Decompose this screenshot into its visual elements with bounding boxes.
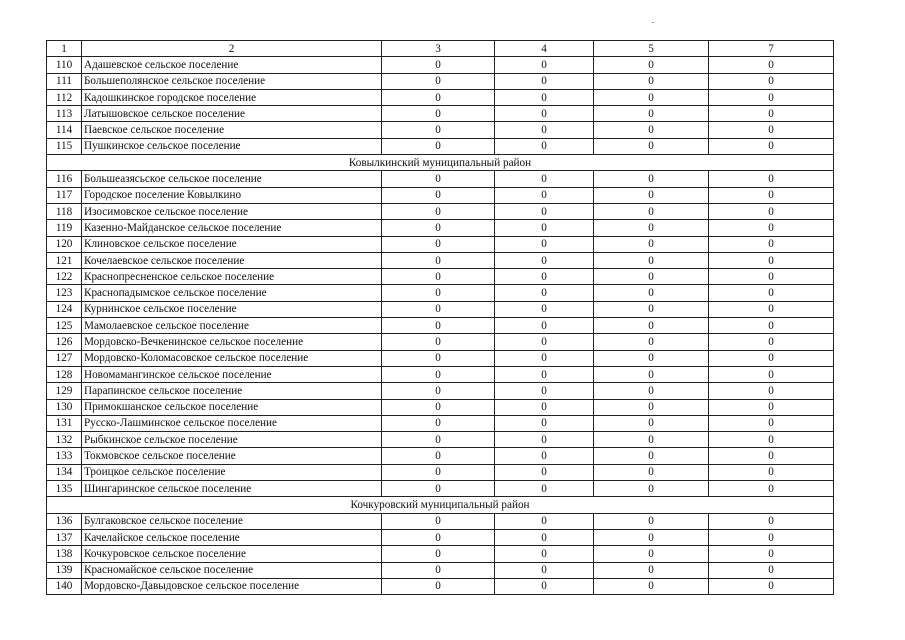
value-cell: 0 xyxy=(709,334,834,350)
table-row xyxy=(47,366,834,382)
row-number: 132 xyxy=(47,432,82,448)
row-number: 111 xyxy=(47,73,82,89)
value-cell: 0 xyxy=(382,203,495,219)
value-cell: 0 xyxy=(382,269,495,285)
row-number: 110 xyxy=(47,57,82,73)
table-row xyxy=(47,269,834,285)
value-cell: 0 xyxy=(495,366,594,382)
row-number: 136 xyxy=(47,513,82,529)
value-cell: 0 xyxy=(594,448,709,464)
value-cell: 0 xyxy=(594,513,709,529)
value-cell: 0 xyxy=(382,481,495,497)
value-cell: 0 xyxy=(382,285,495,301)
value-cell: 0 xyxy=(709,301,834,317)
value-cell: 0 xyxy=(495,171,594,187)
value-cell: 0 xyxy=(594,220,709,236)
value-cell: 0 xyxy=(495,203,594,219)
table-row xyxy=(47,318,834,334)
value-cell: 0 xyxy=(709,578,834,594)
value-cell: 0 xyxy=(382,464,495,480)
scan-speck xyxy=(652,22,654,23)
value-cell: 0 xyxy=(709,464,834,480)
value-cell: 0 xyxy=(594,415,709,431)
table-row xyxy=(47,171,834,187)
value-cell: 0 xyxy=(382,89,495,105)
value-cell: 0 xyxy=(495,106,594,122)
value-cell: 0 xyxy=(709,383,834,399)
row-number: 117 xyxy=(47,187,82,203)
value-cell: 0 xyxy=(594,432,709,448)
row-number: 137 xyxy=(47,529,82,545)
value-cell: 0 xyxy=(382,415,495,431)
row-number: 128 xyxy=(47,366,82,382)
row-number: 129 xyxy=(47,383,82,399)
header-cell-col-3: 3 xyxy=(382,41,495,57)
settlement-name: Большеполянское сельское поселение xyxy=(82,73,382,89)
value-cell: 0 xyxy=(382,399,495,415)
section-title: Кочкуровский муниципальный район xyxy=(47,497,834,513)
value-cell: 0 xyxy=(594,399,709,415)
table-row xyxy=(47,57,834,73)
value-cell: 0 xyxy=(594,334,709,350)
settlement-name: Качелайское сельское поселение xyxy=(82,529,382,545)
settlement-name: Кадошкинское городское поселение xyxy=(82,89,382,105)
settlement-name: Мордовско-Коломасовское сельское поселение xyxy=(82,350,382,366)
value-cell: 0 xyxy=(709,171,834,187)
row-number: 135 xyxy=(47,481,82,497)
value-cell: 0 xyxy=(382,432,495,448)
table-row xyxy=(47,106,834,122)
value-cell: 0 xyxy=(495,318,594,334)
table-row xyxy=(47,399,834,415)
value-cell: 0 xyxy=(382,236,495,252)
row-number: 122 xyxy=(47,269,82,285)
value-cell: 0 xyxy=(594,546,709,562)
value-cell: 0 xyxy=(495,236,594,252)
table-row xyxy=(47,334,834,350)
row-number: 124 xyxy=(47,301,82,317)
section-row xyxy=(47,155,834,171)
value-cell: 0 xyxy=(709,285,834,301)
value-cell: 0 xyxy=(594,529,709,545)
table-body xyxy=(47,41,834,595)
value-cell: 0 xyxy=(495,448,594,464)
header-cell-col-1: 1 xyxy=(47,41,82,57)
value-cell: 0 xyxy=(594,89,709,105)
row-number: 123 xyxy=(47,285,82,301)
table-row xyxy=(47,562,834,578)
settlement-name: Пушкинское сельское поселение xyxy=(82,138,382,154)
table-row xyxy=(47,578,834,594)
header-cell-col-4: 4 xyxy=(495,41,594,57)
value-cell: 0 xyxy=(495,529,594,545)
settlement-name: Краснопресненское сельское поселение xyxy=(82,269,382,285)
value-cell: 0 xyxy=(594,203,709,219)
value-cell: 0 xyxy=(594,122,709,138)
row-number: 121 xyxy=(47,252,82,268)
row-number: 140 xyxy=(47,578,82,594)
value-cell: 0 xyxy=(495,350,594,366)
row-number: 126 xyxy=(47,334,82,350)
value-cell: 0 xyxy=(382,171,495,187)
value-cell: 0 xyxy=(709,432,834,448)
value-cell: 0 xyxy=(709,57,834,73)
value-cell: 0 xyxy=(594,269,709,285)
section-row xyxy=(47,497,834,513)
value-cell: 0 xyxy=(495,432,594,448)
value-cell: 0 xyxy=(382,578,495,594)
value-cell: 0 xyxy=(495,122,594,138)
row-number: 133 xyxy=(47,448,82,464)
settlement-name: Мордовско-Вечкенинское сельское поселение xyxy=(82,334,382,350)
settlement-name: Токмовское сельское поселение xyxy=(82,448,382,464)
settlement-name: Мордовско-Давыдовское сельское поселение xyxy=(82,578,382,594)
value-cell: 0 xyxy=(709,448,834,464)
table-row xyxy=(47,187,834,203)
settlement-name: Казенно-Майданское сельское поселение xyxy=(82,220,382,236)
table-row xyxy=(47,350,834,366)
value-cell: 0 xyxy=(594,366,709,382)
header-row xyxy=(47,41,834,57)
value-cell: 0 xyxy=(382,318,495,334)
value-cell: 0 xyxy=(709,269,834,285)
settlement-name: Красномайское сельское поселение xyxy=(82,562,382,578)
value-cell: 0 xyxy=(382,220,495,236)
value-cell: 0 xyxy=(709,106,834,122)
value-cell: 0 xyxy=(495,301,594,317)
value-cell: 0 xyxy=(495,269,594,285)
value-cell: 0 xyxy=(594,578,709,594)
value-cell: 0 xyxy=(382,138,495,154)
row-number: 134 xyxy=(47,464,82,480)
header-cell-col-7: 7 xyxy=(709,41,834,57)
value-cell: 0 xyxy=(709,318,834,334)
value-cell: 0 xyxy=(709,546,834,562)
table-row xyxy=(47,513,834,529)
row-number: 138 xyxy=(47,546,82,562)
value-cell: 0 xyxy=(594,318,709,334)
value-cell: 0 xyxy=(709,481,834,497)
table-row xyxy=(47,138,834,154)
value-cell: 0 xyxy=(382,252,495,268)
settlement-name: Шингаринское сельское поселение xyxy=(82,481,382,497)
table-row xyxy=(47,432,834,448)
row-number: 127 xyxy=(47,350,82,366)
row-number: 115 xyxy=(47,138,82,154)
row-number: 119 xyxy=(47,220,82,236)
value-cell: 0 xyxy=(709,122,834,138)
table-row xyxy=(47,481,834,497)
settlement-name: Булгаковское сельское поселение xyxy=(82,513,382,529)
table-row xyxy=(47,285,834,301)
settlement-name: Латышовское сельское поселение xyxy=(82,106,382,122)
value-cell: 0 xyxy=(495,546,594,562)
value-cell: 0 xyxy=(709,415,834,431)
settlement-name: Большеазясьское сельское поселение xyxy=(82,171,382,187)
value-cell: 0 xyxy=(709,350,834,366)
value-cell: 0 xyxy=(594,106,709,122)
value-cell: 0 xyxy=(495,481,594,497)
settlement-name: Краснопадымское сельское поселение xyxy=(82,285,382,301)
value-cell: 0 xyxy=(495,252,594,268)
settlement-name: Паевское сельское поселение xyxy=(82,122,382,138)
value-cell: 0 xyxy=(382,366,495,382)
settlement-name: Троицкое сельское поселение xyxy=(82,464,382,480)
settlement-name: Русско-Лашминское сельское поселение xyxy=(82,415,382,431)
value-cell: 0 xyxy=(382,529,495,545)
header-cell-col-5: 5 xyxy=(594,41,709,57)
value-cell: 0 xyxy=(495,187,594,203)
table-row xyxy=(47,448,834,464)
table-row xyxy=(47,236,834,252)
value-cell: 0 xyxy=(382,57,495,73)
value-cell: 0 xyxy=(495,578,594,594)
row-number: 120 xyxy=(47,236,82,252)
row-number: 112 xyxy=(47,89,82,105)
value-cell: 0 xyxy=(709,399,834,415)
settlement-name: Новомамангинское сельское поселение xyxy=(82,366,382,382)
value-cell: 0 xyxy=(495,399,594,415)
table-row xyxy=(47,89,834,105)
value-cell: 0 xyxy=(594,252,709,268)
value-cell: 0 xyxy=(495,73,594,89)
value-cell: 0 xyxy=(382,73,495,89)
table-row xyxy=(47,220,834,236)
value-cell: 0 xyxy=(709,203,834,219)
row-number: 130 xyxy=(47,399,82,415)
value-cell: 0 xyxy=(709,89,834,105)
value-cell: 0 xyxy=(594,57,709,73)
value-cell: 0 xyxy=(382,513,495,529)
section-title: Ковылкинский муниципальный район xyxy=(47,155,834,171)
value-cell: 0 xyxy=(709,513,834,529)
table-row xyxy=(47,415,834,431)
value-cell: 0 xyxy=(709,236,834,252)
value-cell: 0 xyxy=(382,383,495,399)
value-cell: 0 xyxy=(382,122,495,138)
value-cell: 0 xyxy=(382,301,495,317)
value-cell: 0 xyxy=(495,415,594,431)
value-cell: 0 xyxy=(382,448,495,464)
value-cell: 0 xyxy=(495,285,594,301)
value-cell: 0 xyxy=(382,106,495,122)
value-cell: 0 xyxy=(709,252,834,268)
value-cell: 0 xyxy=(495,562,594,578)
value-cell: 0 xyxy=(594,73,709,89)
settlement-name: Клиновское сельское поселение xyxy=(82,236,382,252)
value-cell: 0 xyxy=(495,57,594,73)
value-cell: 0 xyxy=(709,138,834,154)
settlement-name: Мамолаевское сельское поселение xyxy=(82,318,382,334)
settlement-name: Примокшанское сельское поселение xyxy=(82,399,382,415)
table-row xyxy=(47,73,834,89)
row-number: 131 xyxy=(47,415,82,431)
value-cell: 0 xyxy=(594,187,709,203)
settlement-name: Адашевское сельское поселение xyxy=(82,57,382,73)
value-cell: 0 xyxy=(382,187,495,203)
settlement-name: Курнинское сельское поселение xyxy=(82,301,382,317)
settlement-name: Парапинское сельское поселение xyxy=(82,383,382,399)
value-cell: 0 xyxy=(495,334,594,350)
value-cell: 0 xyxy=(382,546,495,562)
settlement-name: Кочкуровское сельское поселение xyxy=(82,546,382,562)
settlement-name: Изосимовское сельское поселение xyxy=(82,203,382,219)
table-row xyxy=(47,252,834,268)
row-number: 125 xyxy=(47,318,82,334)
table-row xyxy=(47,122,834,138)
value-cell: 0 xyxy=(709,220,834,236)
table-row xyxy=(47,203,834,219)
value-cell: 0 xyxy=(594,285,709,301)
value-cell: 0 xyxy=(495,513,594,529)
value-cell: 0 xyxy=(594,301,709,317)
value-cell: 0 xyxy=(594,383,709,399)
settlement-name: Рыбкинское сельское поселение xyxy=(82,432,382,448)
value-cell: 0 xyxy=(594,236,709,252)
value-cell: 0 xyxy=(594,138,709,154)
row-number: 116 xyxy=(47,171,82,187)
value-cell: 0 xyxy=(709,73,834,89)
value-cell: 0 xyxy=(495,383,594,399)
settlement-name: Городское поселение Ковылкино xyxy=(82,187,382,203)
table-row xyxy=(47,383,834,399)
value-cell: 0 xyxy=(495,138,594,154)
value-cell: 0 xyxy=(495,89,594,105)
value-cell: 0 xyxy=(594,562,709,578)
table-row xyxy=(47,464,834,480)
value-cell: 0 xyxy=(382,562,495,578)
row-number: 139 xyxy=(47,562,82,578)
value-cell: 0 xyxy=(709,562,834,578)
table-row xyxy=(47,546,834,562)
value-cell: 0 xyxy=(594,350,709,366)
value-cell: 0 xyxy=(709,366,834,382)
value-cell: 0 xyxy=(594,171,709,187)
settlement-name: Кочелаевское сельское поселение xyxy=(82,252,382,268)
value-cell: 0 xyxy=(594,481,709,497)
row-number: 113 xyxy=(47,106,82,122)
table-row xyxy=(47,301,834,317)
row-number: 118 xyxy=(47,203,82,219)
value-cell: 0 xyxy=(382,334,495,350)
value-cell: 0 xyxy=(594,464,709,480)
value-cell: 0 xyxy=(495,464,594,480)
value-cell: 0 xyxy=(709,529,834,545)
header-cell-col-2: 2 xyxy=(82,41,382,57)
row-number: 114 xyxy=(47,122,82,138)
settlements-table xyxy=(46,40,834,595)
value-cell: 0 xyxy=(709,187,834,203)
value-cell: 0 xyxy=(382,350,495,366)
table-row xyxy=(47,529,834,545)
value-cell: 0 xyxy=(495,220,594,236)
